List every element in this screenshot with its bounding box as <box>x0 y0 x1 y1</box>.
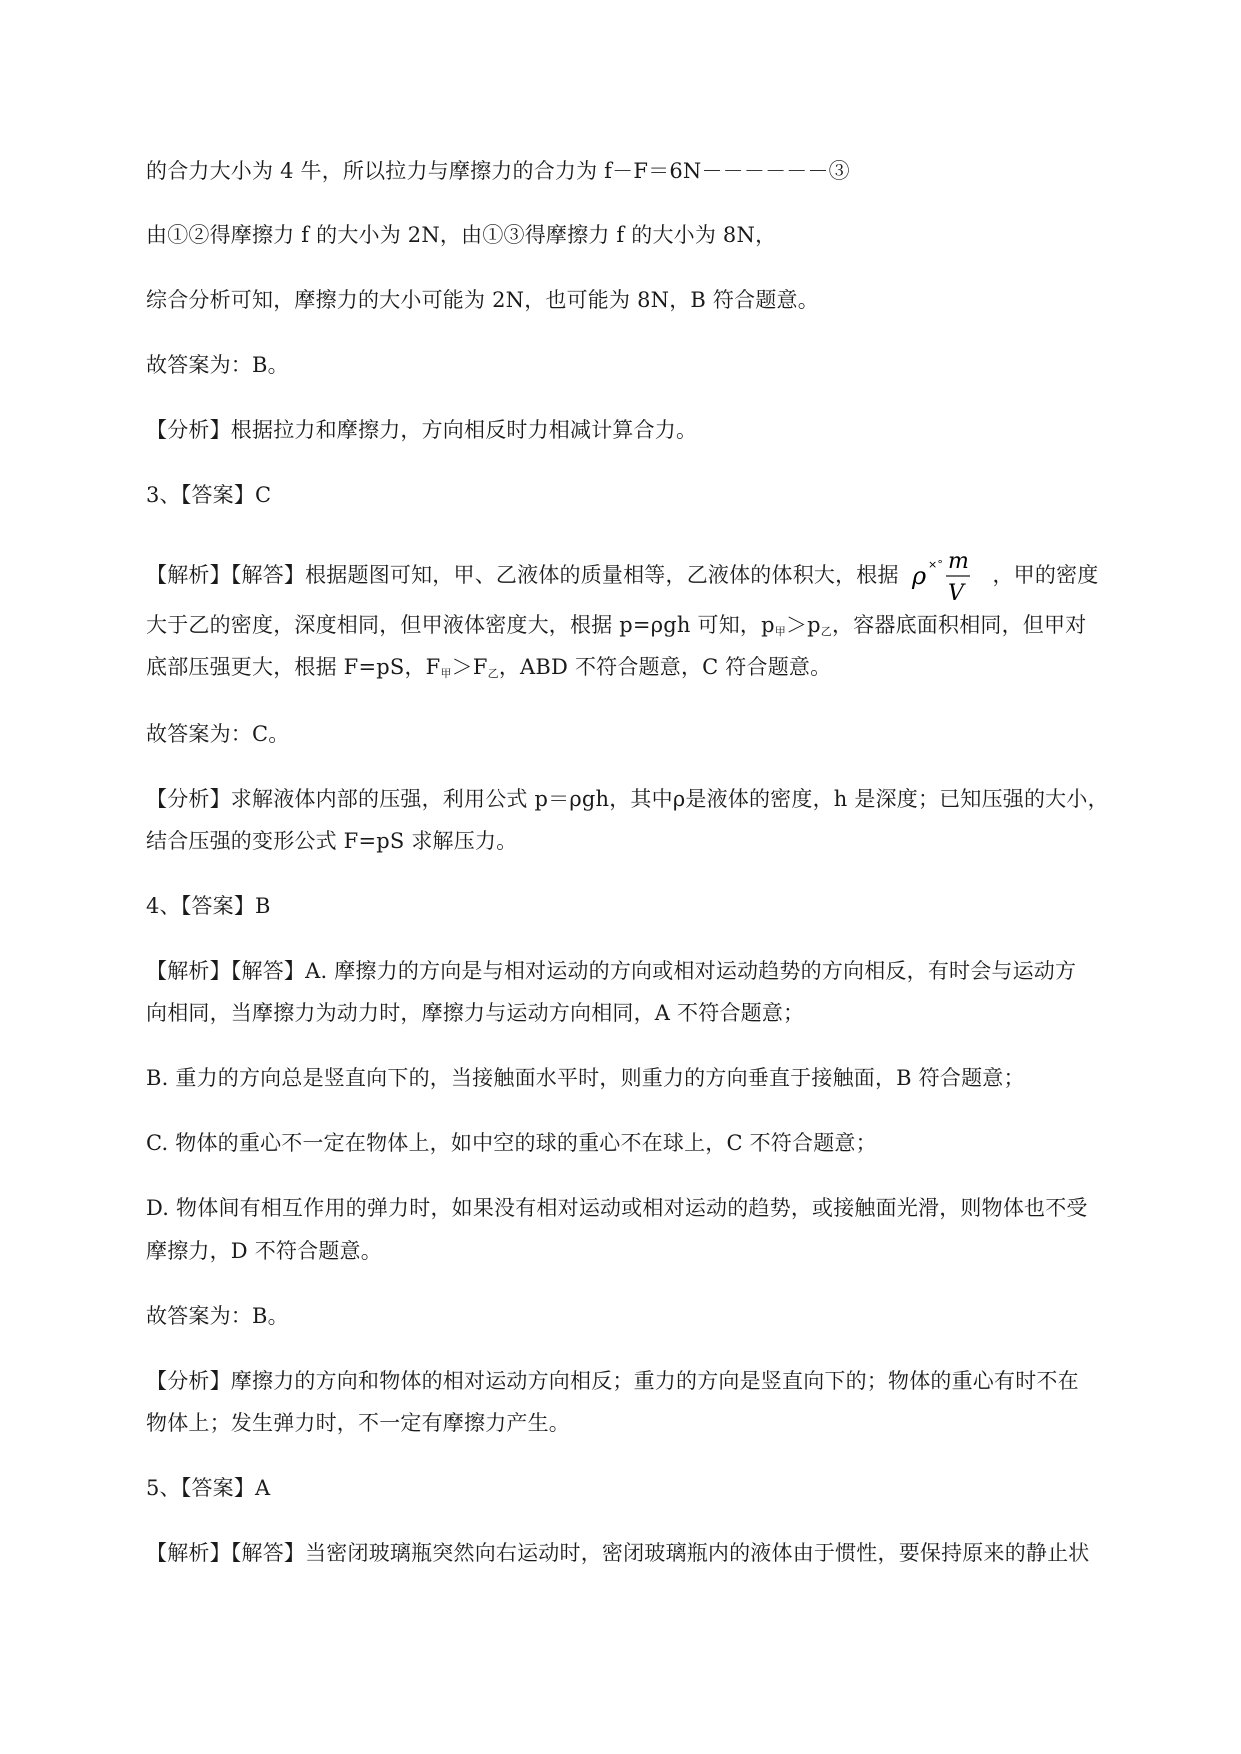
text-line: 向相同，当摩擦力为动力时，摩擦力与运动方向相同，A 不符合题意； <box>146 1001 805 1025</box>
text-line-with-formula <box>146 548 1146 606</box>
text-segment: ，ABD 不符合题意，C 符合题意。 <box>498 655 832 679</box>
formula-numerator: m <box>947 548 969 574</box>
density-formula <box>906 548 986 606</box>
subscript: 甲 <box>774 625 786 638</box>
text-line: 物体上；发生弹力时，不一定有摩擦力产生。 <box>146 1411 570 1435</box>
text-line: 由①②得摩擦力 f 的大小为 2N，由①③得摩擦力 f 的大小为 8N， <box>146 223 777 247</box>
formula-eq: ×° <box>927 557 943 571</box>
text-line: 摩擦力，D 不符合题意。 <box>146 1239 382 1263</box>
formula-lhs: ρ <box>911 561 926 590</box>
text-line: 综合分析可知，摩擦力的大小可能为 2N，也可能为 8N，B 符合题意。 <box>146 288 819 312</box>
text-line: 故答案为：C。 <box>146 722 290 746</box>
text-line: 4、【答案】B <box>146 894 271 918</box>
text-line: 的合力大小为 4 牛，所以拉力与摩擦力的合力为 f－F＝6N－－－－－－③ <box>146 159 850 183</box>
subscript: 乙 <box>820 625 832 638</box>
text-segment: 【解析】【解答】根据题图可知，甲、乙液体的质量相等，乙液体的体积大，根据 <box>146 563 899 587</box>
text-line: 【解析】【解答】A. 摩擦力的方向是与相对运动的方向或相对运动趋势的方向相反，有时会与运动方 <box>146 959 1077 983</box>
text-line: 故答案为：B。 <box>146 353 289 377</box>
text-segment: ＞p <box>785 613 821 637</box>
text-line: 结合压强的变形公式 F=pS 求解压力。 <box>146 829 518 853</box>
formula-denominator: V <box>947 580 964 606</box>
subscript: 甲 <box>440 667 452 680</box>
subscript: 乙 <box>487 667 499 680</box>
text-segment: 底部压强更大，根据 F=pS，F <box>146 655 441 679</box>
text-line <box>146 611 1146 646</box>
text-line: 【分析】根据拉力和摩擦力，方向相反时力相减计算合力。 <box>146 418 698 442</box>
text-segment: 大于乙的密度，深度相同，但甲液体密度大，根据 p=ρgh 可知，p <box>146 613 775 637</box>
text-segment: ＞F <box>451 655 488 679</box>
text-line: 【分析】摩擦力的方向和物体的相对运动方向相反；重力的方向是竖直向下的；物体的重心有时不在 <box>146 1369 1079 1393</box>
text-line: 5、【答案】A <box>146 1476 271 1500</box>
text-line <box>146 653 1146 688</box>
text-line: C. 物体的重心不一定在物体上，如中空的球的重心不在球上，C 不符合题意； <box>146 1131 877 1155</box>
text-line: B. 重力的方向总是竖直向下的，当接触面水平时，则重力的方向垂直于接触面，B 符合题意； <box>146 1066 1025 1090</box>
text-segment: ，甲的密度 <box>992 563 1099 587</box>
text-line: D. 物体间有相互作用的弹力时，如果没有相对运动或相对运动的趋势，或接触面光滑，则物体也不受 <box>146 1196 1088 1220</box>
text-line: 【分析】求解液体内部的压强，利用公式 p＝ρgh，其中ρ是液体的密度，h 是深度；已知压强的大小， <box>146 787 1109 811</box>
text-line: 【解析】【解答】当密闭玻璃瓶突然向右运动时，密闭玻璃瓶内的液体由于惯性，要保持原来的静止状 <box>146 1541 1090 1565</box>
text-segment: ，容器底面积相同，但甲对 <box>832 613 1087 637</box>
text-line: 3、【答案】C <box>146 483 272 507</box>
text-line: 故答案为：B。 <box>146 1304 289 1328</box>
